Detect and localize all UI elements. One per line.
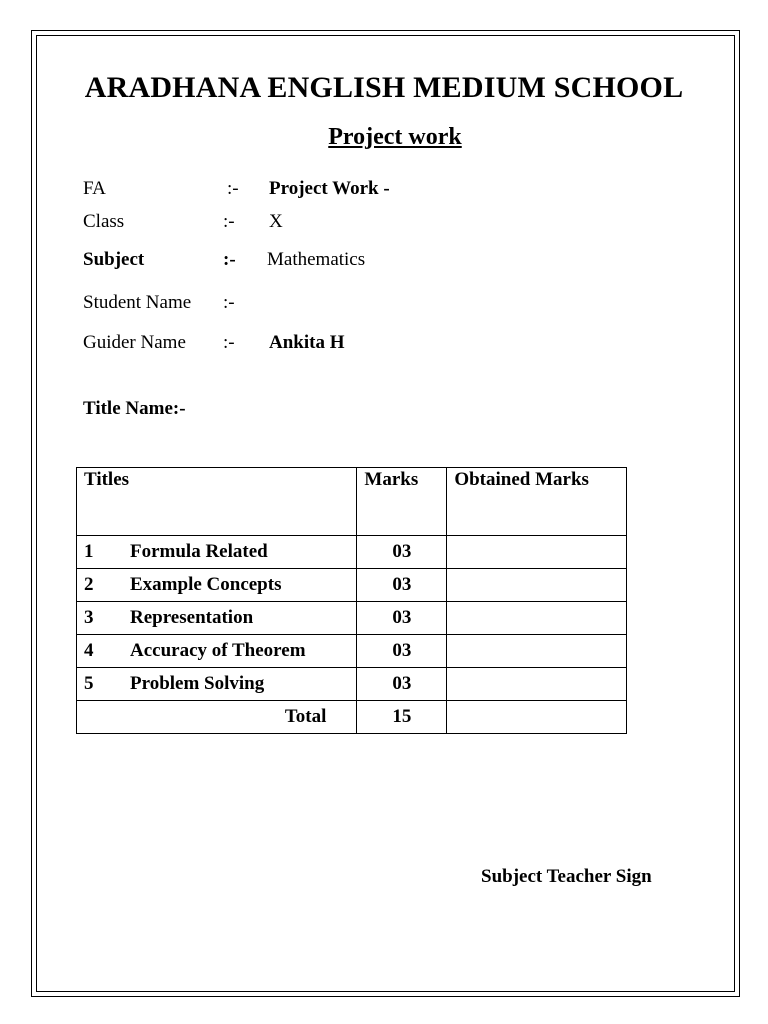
- field-separator: :-: [227, 178, 239, 199]
- row-number: 1: [84, 541, 94, 562]
- row-marks: 03: [357, 602, 447, 635]
- row-obtained-marks[interactable]: [447, 536, 627, 569]
- subject-teacher-sign: Subject Teacher Sign: [481, 866, 652, 887]
- field-value: Ankita H: [269, 332, 345, 353]
- row-number: 4: [84, 640, 94, 661]
- row-obtained-marks[interactable]: [447, 569, 627, 602]
- row-marks: 03: [357, 569, 447, 602]
- table-row: [77, 602, 627, 635]
- marks-table: [76, 467, 627, 734]
- row-obtained-marks[interactable]: [447, 668, 627, 701]
- row-number: 3: [84, 607, 94, 628]
- title-name-label: Title Name:-: [83, 398, 186, 419]
- total-label: Total: [77, 701, 357, 734]
- table-row: [77, 635, 627, 668]
- row-marks: 03: [357, 635, 447, 668]
- row-title-cell: [77, 668, 357, 701]
- field-value: X: [269, 211, 283, 232]
- field-value: Project Work -: [269, 178, 390, 199]
- row-title-cell: [77, 536, 357, 569]
- field-label: Subject: [83, 249, 145, 270]
- row-title-cell: [77, 635, 357, 668]
- row-marks: 03: [357, 536, 447, 569]
- row-title-cell: [77, 602, 357, 635]
- total-obtained-marks[interactable]: [447, 701, 627, 734]
- field-label: Class: [83, 211, 125, 232]
- table-row: [77, 569, 627, 602]
- field-label: Guider Name: [83, 332, 186, 353]
- row-title: Accuracy of Theorem: [130, 640, 306, 661]
- row-obtained-marks[interactable]: [447, 602, 627, 635]
- row-number: 5: [84, 673, 94, 694]
- field-separator: :-: [223, 211, 235, 232]
- school-name: ARADHANA ENGLISH MEDIUM SCHOOL: [84, 71, 684, 104]
- field-separator: :-: [223, 249, 236, 270]
- field-separator: :-: [223, 292, 235, 313]
- row-title-cell: [77, 569, 357, 602]
- table-total-row: [77, 701, 627, 734]
- row-title: Example Concepts: [130, 574, 282, 595]
- table-row: [77, 668, 627, 701]
- table-header-row: [77, 468, 627, 536]
- row-title: Formula Related: [130, 541, 268, 562]
- total-marks: 15: [357, 701, 447, 734]
- field-value: Mathematics: [267, 249, 366, 270]
- row-title: Problem Solving: [130, 673, 265, 694]
- field-separator: :-: [223, 332, 235, 353]
- row-marks: 03: [357, 668, 447, 701]
- page-title: Project work: [328, 124, 462, 150]
- row-number: 2: [84, 574, 94, 595]
- table-row: [77, 536, 627, 569]
- field-label: Student Name: [83, 292, 192, 313]
- row-title: Representation: [130, 607, 254, 628]
- header-titles: Titles: [77, 468, 357, 536]
- header-obtained-marks: Obtained Marks: [447, 468, 627, 536]
- field-label: FA: [83, 178, 106, 199]
- row-obtained-marks[interactable]: [447, 635, 627, 668]
- header-marks: Marks: [357, 468, 447, 536]
